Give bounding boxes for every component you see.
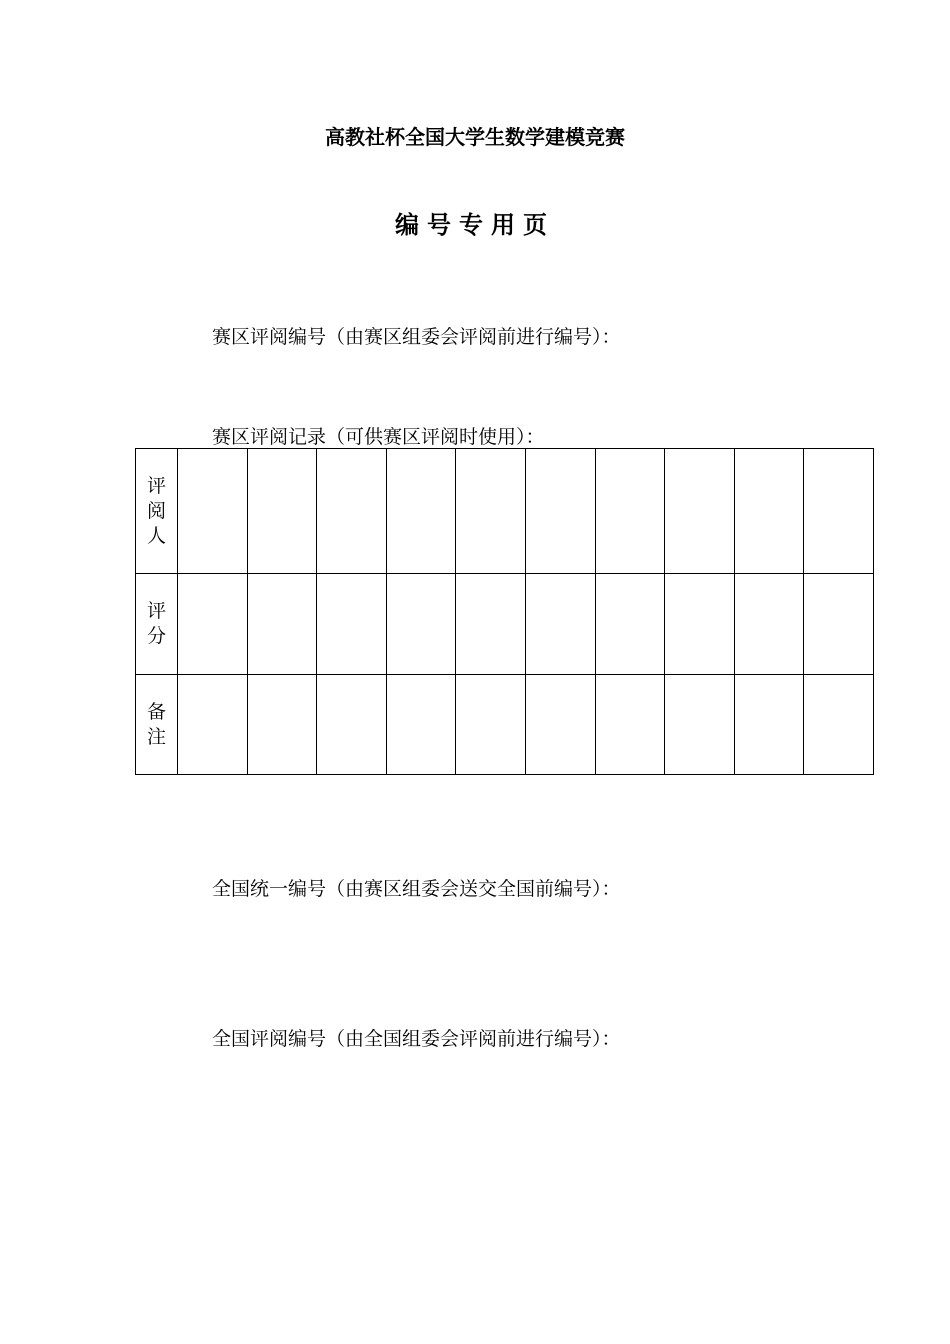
score-cell[interactable] (247, 574, 317, 675)
reviewer-cell[interactable] (734, 449, 804, 574)
notes-cell[interactable] (386, 675, 456, 775)
notes-cell[interactable] (595, 675, 665, 775)
score-cell[interactable] (178, 574, 248, 675)
national-unified-number-label: 全国统一编号（由赛区组委会送交全国前编号）： (212, 878, 621, 900)
notes-cell[interactable] (525, 675, 595, 775)
table-row-score (136, 574, 874, 675)
score-cell[interactable] (595, 574, 665, 675)
page-title: 高教社杯全国大学生数学建模竞赛 (325, 125, 625, 149)
notes-cell[interactable] (456, 675, 526, 775)
reviewer-cell[interactable] (317, 449, 387, 574)
regional-review-record-label: 赛区评阅记录（可供赛区评阅时使用）： (212, 426, 545, 448)
notes-cell[interactable] (734, 675, 804, 775)
row-header-score: 评分 (136, 574, 178, 675)
regional-review-number-label: 赛区评阅编号（由赛区组委会评阅前进行编号）： (212, 326, 621, 348)
table-row-reviewer (136, 449, 874, 574)
regional-review-record-table (135, 448, 874, 775)
row-header-reviewer: 评阅人 (136, 449, 178, 574)
reviewer-cell[interactable] (178, 449, 248, 574)
page-subtitle: 编号专用页 (395, 210, 555, 239)
national-review-number-label: 全国评阅编号（由全国组委会评阅前进行编号）： (212, 1028, 621, 1050)
notes-cell[interactable] (178, 675, 248, 775)
score-cell[interactable] (734, 574, 804, 675)
score-cell[interactable] (317, 574, 387, 675)
score-cell[interactable] (525, 574, 595, 675)
score-cell[interactable] (665, 574, 735, 675)
reviewer-cell[interactable] (804, 449, 874, 574)
score-cell[interactable] (456, 574, 526, 675)
reviewer-cell[interactable] (595, 449, 665, 574)
reviewer-cell[interactable] (665, 449, 735, 574)
score-cell[interactable] (804, 574, 874, 675)
reviewer-cell[interactable] (247, 449, 317, 574)
row-header-notes: 备注 (136, 675, 178, 775)
notes-cell[interactable] (317, 675, 387, 775)
score-cell[interactable] (386, 574, 456, 675)
reviewer-cell[interactable] (525, 449, 595, 574)
notes-cell[interactable] (247, 675, 317, 775)
reviewer-cell[interactable] (456, 449, 526, 574)
table-row-notes (136, 675, 874, 775)
reviewer-cell[interactable] (386, 449, 456, 574)
notes-cell[interactable] (665, 675, 735, 775)
notes-cell[interactable] (804, 675, 874, 775)
